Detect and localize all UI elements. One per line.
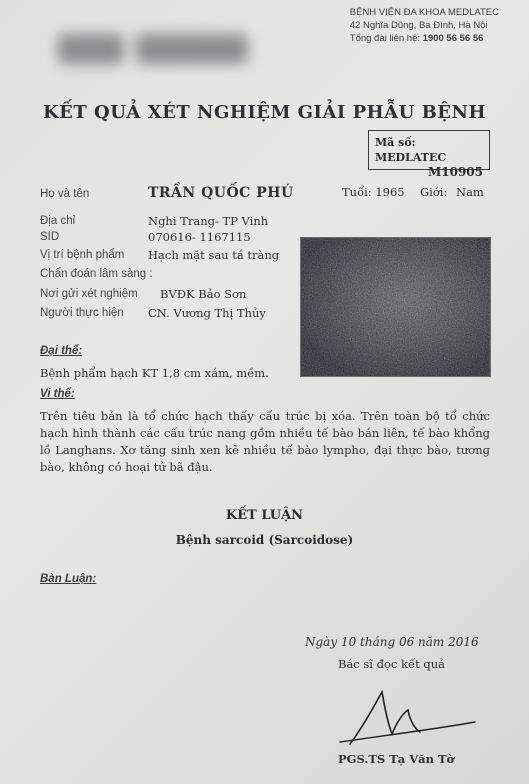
conclusion-heading: KẾT LUẬN	[225, 508, 304, 523]
performer-label: Người thực hiện	[40, 307, 124, 319]
signature-role: Bác sĩ đọc kết quả	[338, 657, 445, 671]
signature-date: Ngày 10 tháng 06 năm 2016	[305, 635, 479, 649]
age-label: Tuổi: 1965	[342, 185, 405, 199]
gender-label: Giới:	[420, 185, 448, 199]
gross-heading: Đại thể:	[40, 345, 83, 357]
code-value: M10905	[427, 165, 483, 179]
code-label: Mã số: MEDLATEC	[375, 136, 447, 164]
sid-value: 070616- 1167115	[148, 230, 251, 244]
histology-texture-icon	[301, 238, 490, 376]
performer-value: CN. Vương Thị Thủy	[148, 306, 266, 320]
patient-name: TRẦN QUỐC PHÚ	[148, 185, 294, 201]
discussion-heading: Bàn Luận:	[40, 573, 97, 585]
micro-heading: Vi thể:	[40, 388, 75, 400]
sid-label: SID	[40, 231, 60, 243]
code-box	[368, 130, 490, 179]
name-label: Họ và tên	[40, 188, 90, 200]
gross-text: Bệnh phẩm hạch KT 1,8 cm xám, mềm.	[40, 366, 269, 380]
redaction-blur	[136, 34, 248, 64]
signature-icon	[320, 684, 480, 754]
address-label: Địa chỉ	[40, 215, 76, 227]
microscope-image	[300, 237, 491, 377]
hospital-header	[350, 6, 499, 45]
sender-value: BVĐK Bảo Sơn	[160, 287, 247, 301]
hospital-address: 42 Nghĩa Dũng, Ba Đình, Hà Nội	[349, 20, 488, 31]
hotline-label: Tổng đài liên hệ:	[349, 33, 421, 44]
hospital-hotline	[350, 32, 499, 45]
conclusion-text: Bệnh sarcoid (Sarcoidose)	[175, 533, 354, 547]
site-value: Hạch mặt sau tá tràng	[148, 248, 280, 262]
address-value: Nghi Trang- TP Vinh	[148, 214, 269, 228]
gender-value: Nam	[456, 185, 484, 199]
hotline-number: 1900 56 56 56	[422, 33, 484, 44]
clinical-label: Chẩn đoán lâm sàng :	[40, 268, 153, 280]
site-label: Vị trí bệnh phẩm	[40, 249, 125, 261]
hospital-name: BỆNH VIỆN ĐA KHOA MEDLATEC	[349, 7, 499, 18]
doctor-name: PGS.TS Tạ Văn Tờ	[338, 752, 455, 766]
redaction-blur	[58, 34, 124, 64]
micro-text: Trên tiêu bản là tổ chức hạch thấy cấu trúc bị xóa. Trên toàn bộ tổ chức hạch hình thành các cấu trúc nang gồm nhiều tế bào bán liên, tế bào khổng lồ Langhans. Xơ tăng sinh xen kẽ nhiều tế bào lympho, đại thực bào, tương bào, không có hoại tử bã đậu.	[40, 409, 490, 474]
page-title: KẾT QUẢ XÉT NGHIỆM GIẢI PHẪU BỆNH	[43, 102, 486, 123]
sender-label: Nơi gửi xét nghiệm	[40, 288, 138, 300]
